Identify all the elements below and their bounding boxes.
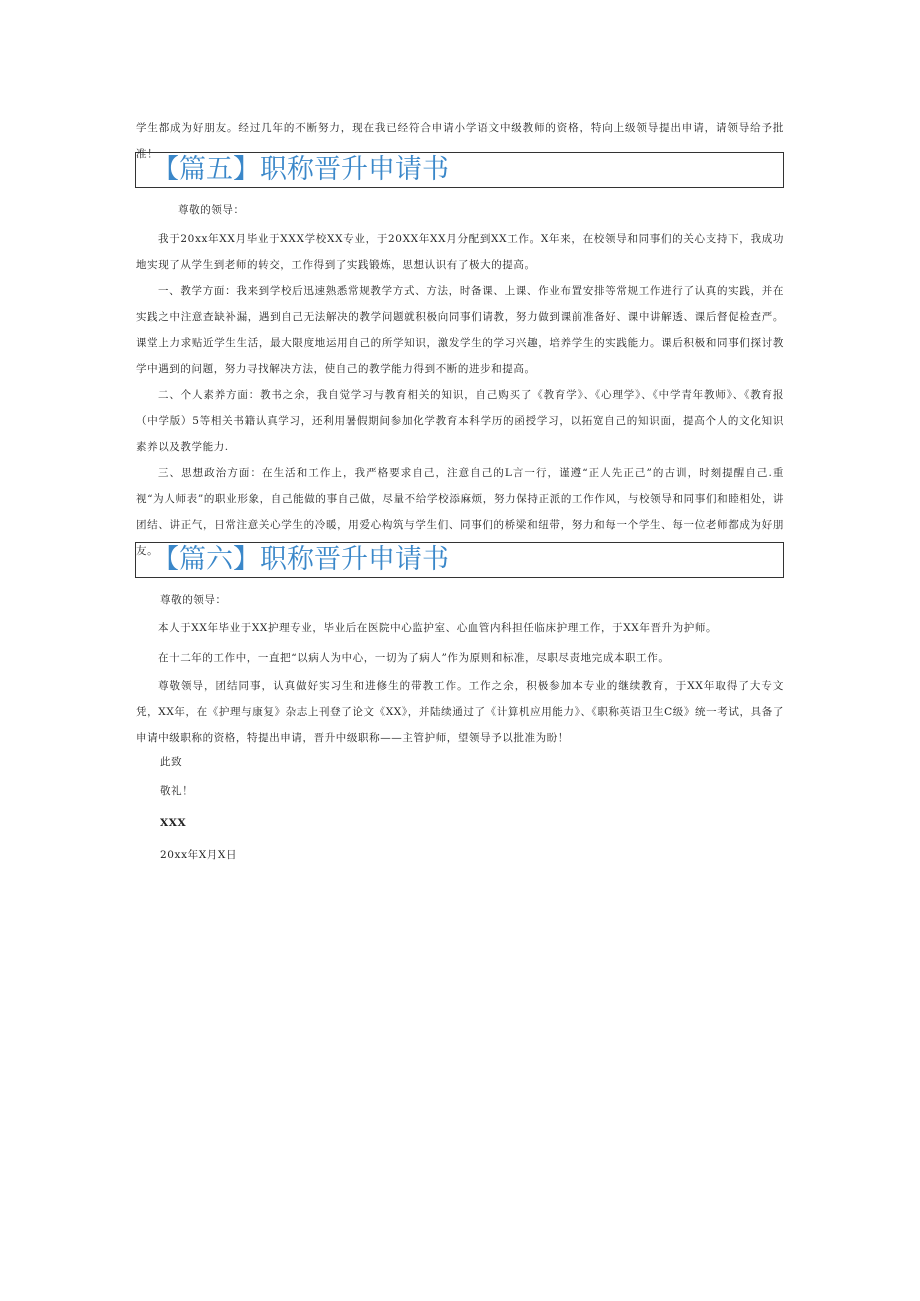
section-five-paragraph-2: 一、教学方面：我来到学校后迅速熟悉常规教学方式、方法，时备课、上课、作业布置安排等常规工作进行了认真的实践，并在实践之中注意查缺补漏，遇到自己无法解决的教学问题就积极向同事们请教，努力做到课前准备好、课中讲解透、课后督促检查严。课堂上力求贴近学生生活，最大限度地运用自己的所学知识，激发学生的学习兴趣，培养学生的实践能力。课后积极和同事们探讨教学中遇到的问题，努力寻找解决方法，使自己的教学能力得到不断的进步和提高。: [136, 285, 784, 375]
section-six-salutation: 尊敬的领导：: [160, 594, 227, 606]
section-six-signature: XXX: [160, 817, 187, 829]
section-five-salutation: 尊敬的领导：: [178, 204, 245, 216]
section-five-paragraph-4: 三、思想政治方面：在生活和工作上，我严格要求自己，注意自己的L言一行，谨遵“正人先正己”的古训，时刻提醒自己.重视“为人师表”的职业形象，自己能做的事自己做，尽量不给学校添麻烦，努力保持正派的工作作风，与校领导和同事们和睦相处，讲团结、讲正气，日常注意关心学生的冷暖，用爱心构筑与学生们、同事们的桥梁和纽带，努力和每一个学生、每一位老师都成为好朋友。: [136, 467, 784, 557]
section-six-paragraph-3: 尊敬领导，团结同事，认真做好实习生和进修生的带教工作。工作之余，积极参加本专业的继续教育，于XX年取得了大专文凭，XX年，在《护理与康复》杂志上刊登了论文《XX》，并陆续通过了《计算机应用能力》、《职称英语卫生C级》统一考试，具备了申请中级职称的资格，特提出申请，晋升中级职称——主管护师，望领导予以批准为盼！: [136, 680, 784, 744]
section-five-paragraph-3: 二、个人素养方面：教书之余，我自觉学习与教育相关的知识，自己购买了《教育学》、《心理学》、《中学青年教师》、《教育报（中学版）5等相关书籍认真学习，还利用暑假期间参加化学教育本科学历的函授学习，以拓宽自己的知识面，提高个人的文化知识素养以及教学能力.: [136, 389, 784, 453]
section-six-paragraph-1: 本人于XX年毕业于XX护理专业，毕业后在医院中心监护室、心血管内科担任临床护理工作，于XX年晋升为护师。: [158, 622, 718, 634]
section-six-paragraph-2: 在十二年的工作中，一直把“以病人为中心，一切为了病人”作为原则和标准，尽职尽责地完成本职工作。: [158, 652, 670, 664]
section-five-heading-box: [135, 152, 784, 188]
section-six-date: 20xx年X月X日: [160, 849, 238, 861]
top-continuation-line: 学生都成为好朋友。经过几年的不断努力，现在我已经符合申请小学语文中级教师的资格，特向上级领导提出申请，请领导给予批准！: [136, 122, 784, 160]
section-six-closing-1: 此致: [160, 756, 183, 768]
section-six-heading-box: [135, 542, 784, 578]
section-six-closing-2: 敬礼！: [160, 785, 194, 797]
section-six-heading: 【篇六】职称晋升申请书: [152, 544, 449, 575]
section-five-paragraph-1: 我于20xx年XX月毕业于XXX学校XX专业，于20XX年XX月分配到XX工作。X年来，在校领导和同事们的关心支持下，我成功地实现了从学生到老师的转交，工作得到了实践锻炼，思想认识有了极大的提高。: [136, 233, 784, 271]
section-five-heading: 【篇五】职称晋升申请书: [152, 154, 449, 185]
